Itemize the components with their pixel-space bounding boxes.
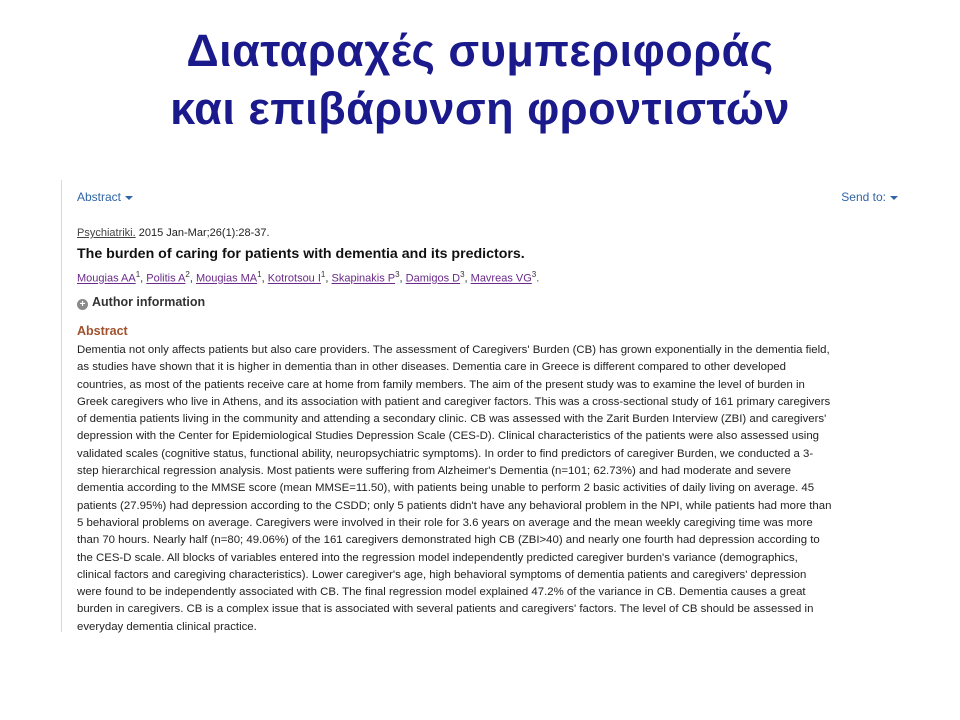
author-link[interactable]: Mavreas VG <box>470 272 532 285</box>
abstract-line: Dementia not only affects patients but also care providers. The assessment of Caregivers' Burden (CB) has grown exponentially in the dementia field, <box>77 344 830 356</box>
format-dropdown[interactable] <box>77 190 133 204</box>
author-link[interactable]: Politis A <box>146 272 186 285</box>
abstract-line: patients (27.95%) had depression according to the CSDD; only 5 patients didn't have any behavioral problem in the NPI, while patients had more than <box>77 499 832 512</box>
abstract-line: everyday dementia clinical practice. <box>77 620 257 633</box>
abstract-line: validated scales (cognitive status, functional ability, neuropsychiatric symptoms). In order to find predictors of caregiver Burden, we conducted a 3- <box>77 447 814 460</box>
article-title: The burden of caring for patients with dementia and its predictors. <box>77 246 525 262</box>
abstract-line: depression with the Center for Epidemiological Studies Depression Scale (CES-D). Clinical characteristics of the patients were also assessed using <box>77 430 820 443</box>
citation <box>77 227 270 239</box>
abstract-line: step hierarchical regression analysis. Most patients were suffering from Alzheimer's Dementia (n=101; 62.73%) and had moderate and severe <box>77 465 791 478</box>
send-to-dropdown[interactable] <box>841 190 898 204</box>
affiliation-number: 3 <box>531 270 537 279</box>
format-toolbar <box>77 190 898 208</box>
expand-plus-icon: + <box>77 299 88 310</box>
abstract-text <box>77 342 907 636</box>
pubmed-screenshot <box>61 180 912 632</box>
citation-details: 2015 Jan-Mar;26(1):28-37. <box>135 227 270 239</box>
author-list <box>77 270 539 285</box>
abstract-line: the CES-D scale. All blocks of variables entered into the regression model independently predicted caregiver burden's variance (demographics, <box>77 551 798 564</box>
format-dropdown-label: Abstract <box>77 190 122 204</box>
author-link[interactable]: Mougias AA <box>77 272 136 285</box>
author-separator: , <box>261 272 268 285</box>
author-information-label: Author information <box>92 295 206 309</box>
affiliation-number: 1 <box>257 270 262 279</box>
abstract-line: 5 behavioral problems on average. Caregivers were involved in their role for 3.6 years on average and the mean weekly caregiving time was more <box>77 516 813 529</box>
author-separator: , <box>325 272 332 285</box>
slide-title <box>0 22 960 138</box>
abstract-line: were found to be independently associated with CB. The final regression model explained 47.2% of the variance in CB. Dementia causes a great <box>77 586 806 599</box>
author-link[interactable]: Mougias MA <box>196 272 258 285</box>
author-information-toggle[interactable] <box>77 295 205 310</box>
abstract-line: of dementia patients living in the community and attending a secondary clinic. CB was assessed with the Zarit Burden Interview (ZBI) and caregivers' <box>77 413 827 426</box>
abstract-line: Greek caregivers who live in Athens, and its association with patient and caregiver factors. This was a cross-sectional study of 161 primary caregivers <box>77 395 831 408</box>
slide-title-line-2: και επιβάρυνση φροντιστών <box>170 83 790 134</box>
chevron-down-icon <box>125 196 133 200</box>
author-link[interactable]: Kotrotsou I <box>267 272 321 285</box>
slide-title-line-1: Διαταραχές συμπεριφοράς <box>186 25 774 76</box>
abstract-heading: Abstract <box>77 324 128 338</box>
affiliation-number: 3 <box>460 270 465 279</box>
abstract-line: than 70 hours. Nearly half (n=80; 49.06%) of the 161 caregivers demonstrated high CB (ZBI>40) and nearly one fourth had depression according to <box>77 534 820 547</box>
author-link[interactable]: Skapinakis P <box>331 272 396 285</box>
affiliation-number: 2 <box>185 270 190 279</box>
abstract-line: countries, as most of the patients receive care at home from family members. The aim of the present study was to examine the level of burden in <box>77 378 805 391</box>
abstract-line: as studies have shown that it is higher in dementia than in other diseases. Dementia care in Greece is different compared to other developed <box>77 361 786 374</box>
journal-link[interactable]: Psychiatriki. <box>77 227 136 239</box>
affiliation-number: 1 <box>320 270 326 279</box>
send-to-label: Send to: <box>841 190 886 204</box>
author-separator: , <box>140 272 147 285</box>
chevron-down-icon <box>890 196 898 200</box>
abstract-line: burden in caregivers. CB is a complex issue that is associated with several patients and caregivers' factors. The level of CB should be assessed in <box>77 603 814 616</box>
author-separator: , <box>189 272 196 285</box>
author-separator: , <box>399 272 406 285</box>
author-separator: , <box>464 272 471 285</box>
author-link[interactable]: Damigos D <box>405 272 461 285</box>
affiliation-number: 3 <box>395 270 400 279</box>
abstract-line: dementia according to the MMSE score (mean MMSE=11.50), with patients being unable to perform 2 basic activities of daily living on average. 45 <box>77 482 815 495</box>
author-separator: . <box>536 272 540 285</box>
affiliation-number: 1 <box>135 270 141 279</box>
abstract-line: clinical factors and caregiving characteristics). Lower caregiver's age, high behavioral symptoms of dementia patients and caregivers' depression <box>77 568 807 581</box>
